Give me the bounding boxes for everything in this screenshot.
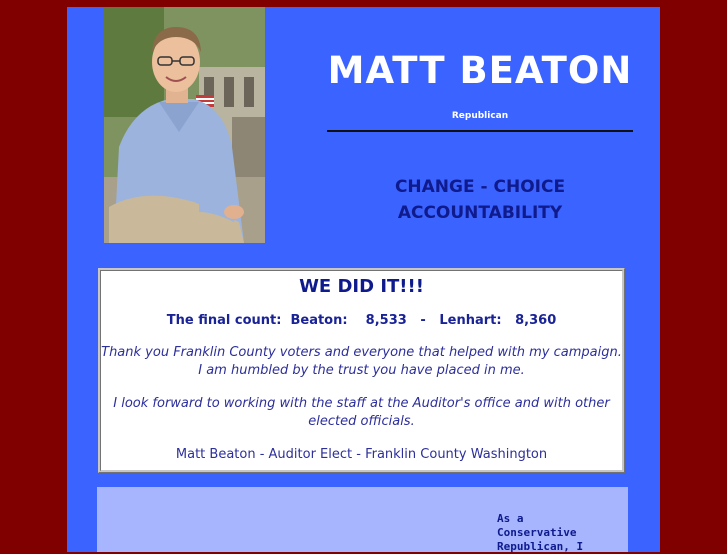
thanks-line-2: I am humbled by the trust you have placed in me.: [198, 363, 525, 378]
announcement-title: WE DID IT!!!: [299, 276, 424, 297]
slogan-line-2: ACCOUNTABILITY: [397, 203, 563, 223]
party-label: Republican: [451, 111, 509, 121]
signature-line: Matt Beaton - Auditor Elect - Franklin County Washington: [175, 447, 548, 462]
forward-line-2: elected officials.: [308, 414, 415, 429]
snippet-line-2: Conservative: [497, 526, 577, 539]
thanks-line-1: Thank you Franklin County voters and everyone that helped with my campaign.: [101, 345, 622, 360]
header-divider: [327, 130, 633, 132]
campaign-slogan: [325, 174, 635, 226]
lower-panel-text: [497, 512, 617, 554]
candidate-photo: [104, 7, 265, 243]
snippet-line-3: Republican, I: [497, 540, 584, 553]
thanks-message: [101, 344, 622, 380]
final-count-text: The final count: Beaton: 8,533 - Lenhart: 8,360: [166, 313, 557, 328]
slogan-line-1: CHANGE - CHOICE: [394, 177, 566, 197]
page-container: [67, 7, 660, 552]
forward-message: [101, 395, 622, 431]
victory-announcement-box: [98, 268, 625, 473]
candidate-name: MATT BEATON: [327, 49, 633, 92]
lower-content-panel: [97, 487, 628, 552]
snippet-line-1: As a: [497, 512, 524, 525]
forward-line-1: I look forward to working with the staff at the Auditor's office and with other: [113, 396, 610, 411]
